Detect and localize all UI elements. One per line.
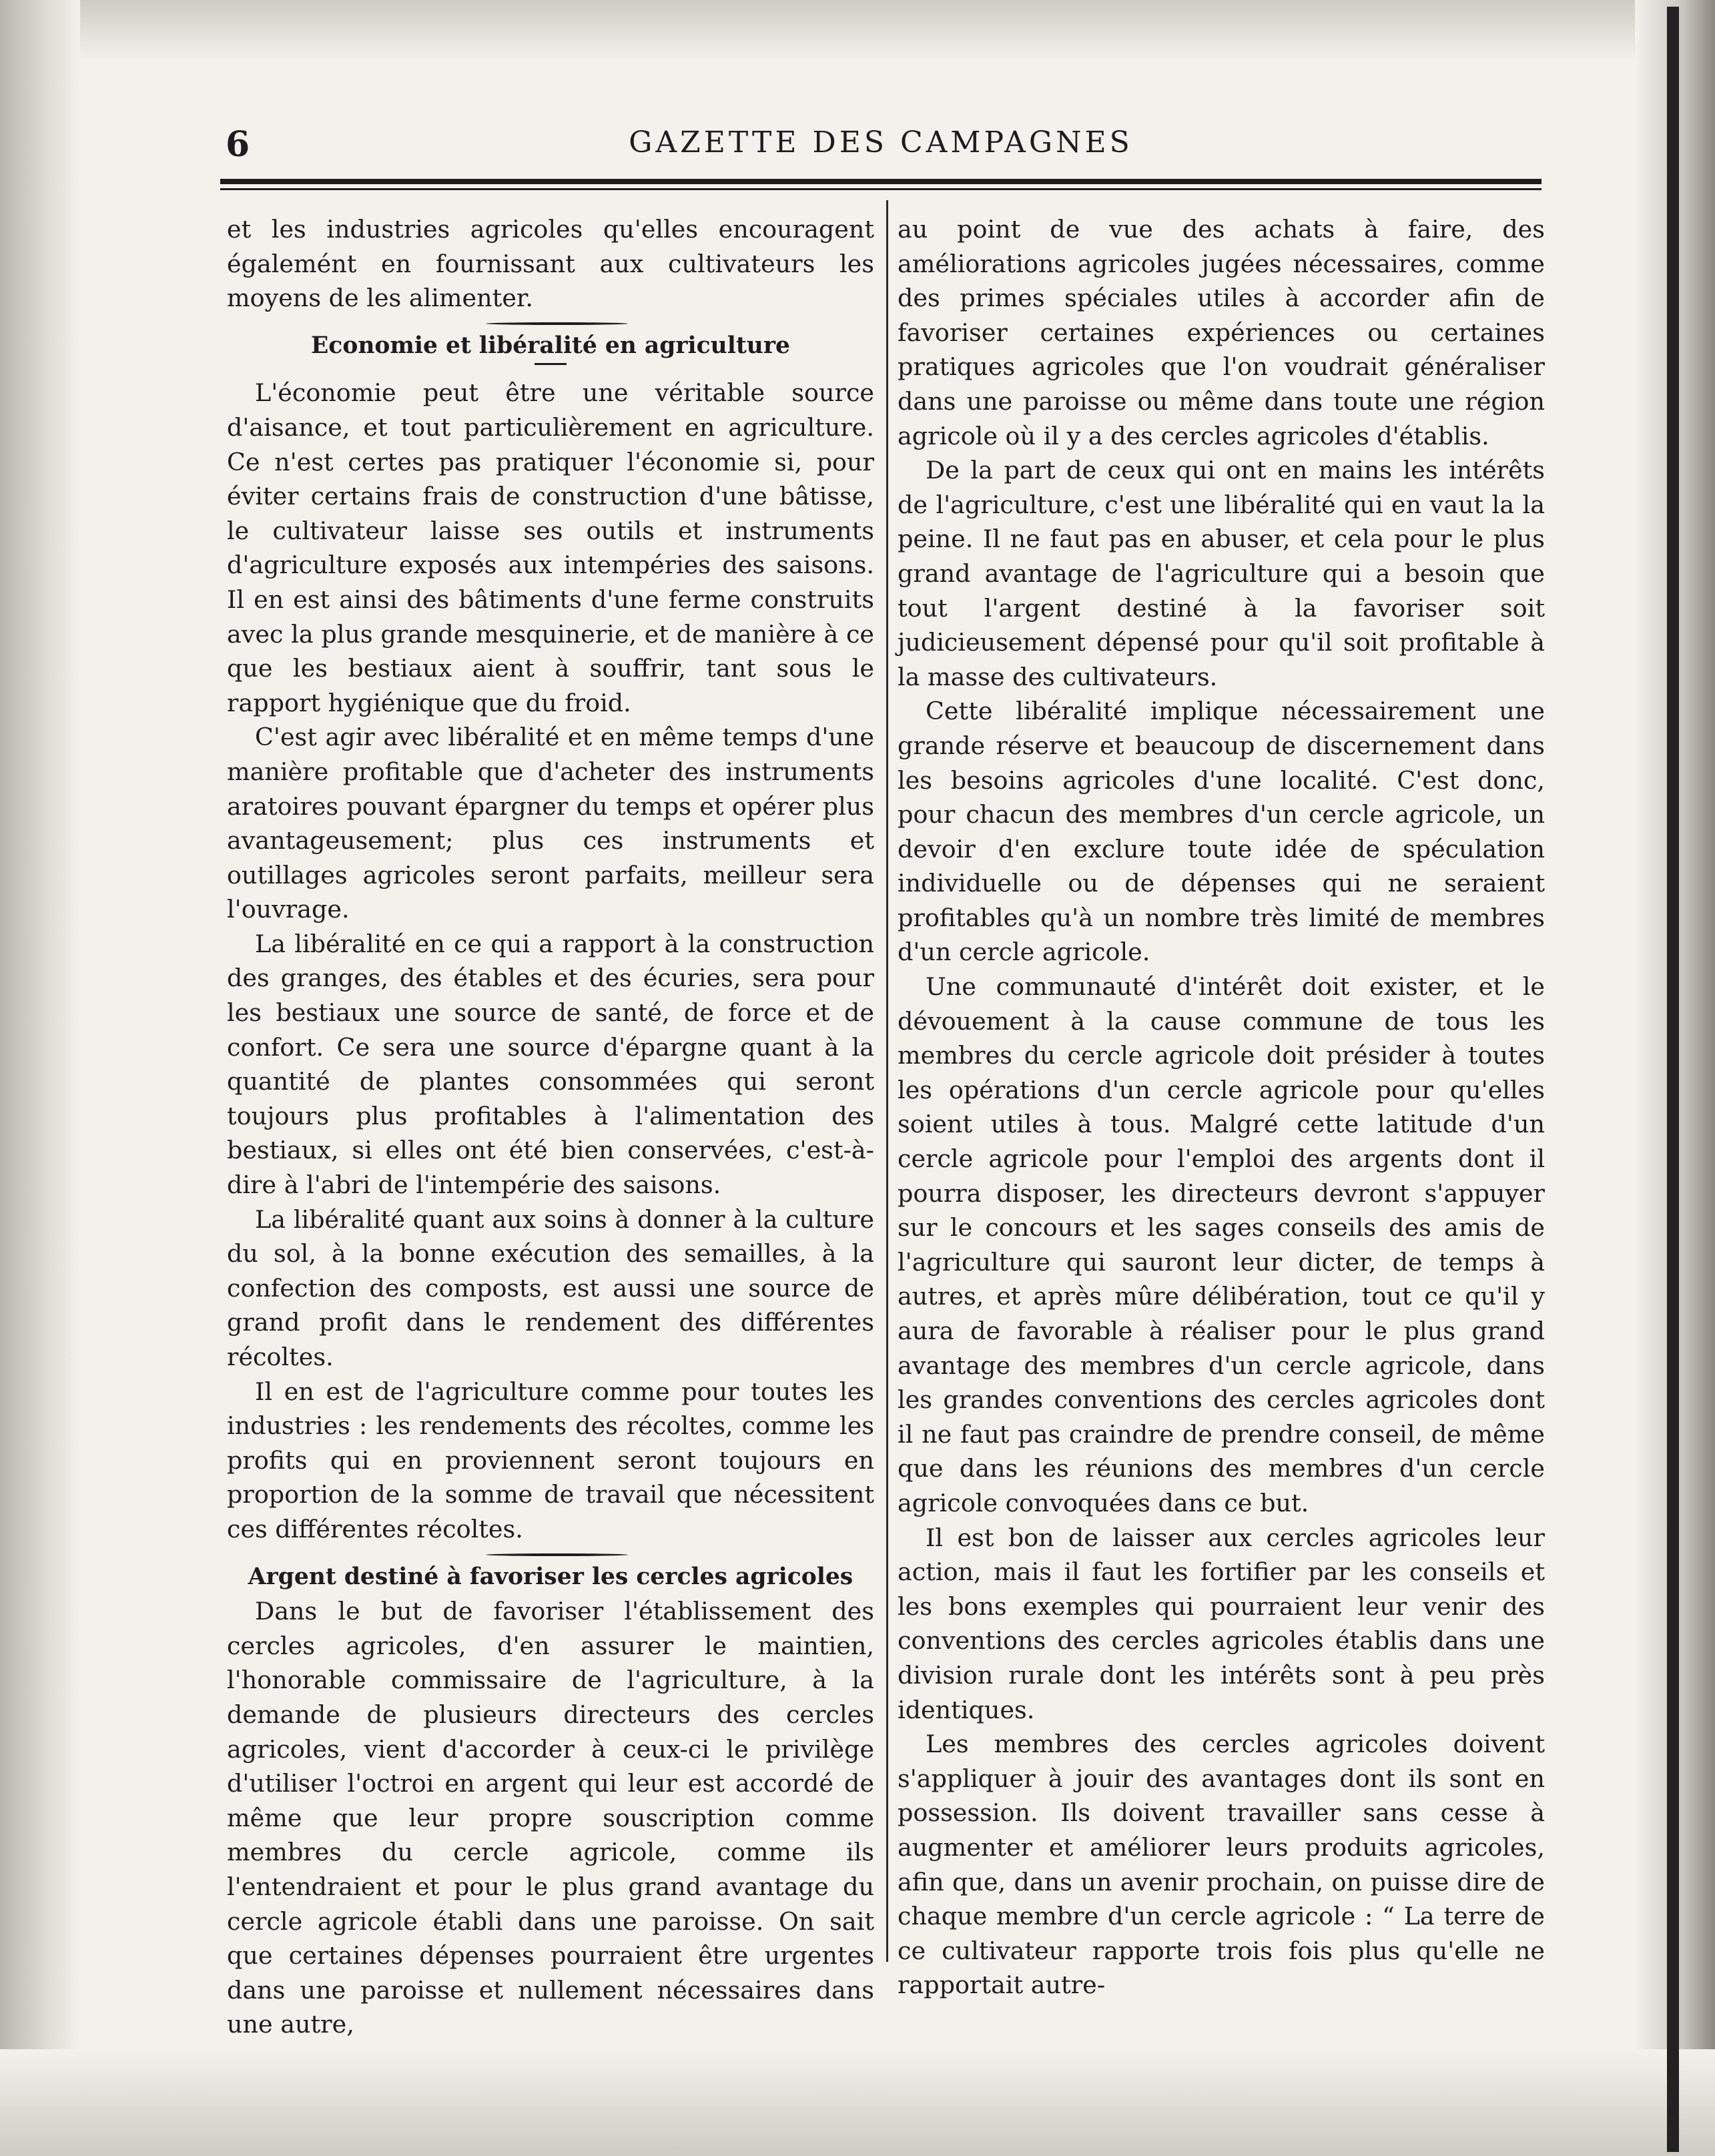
header-rule-thin xyxy=(220,188,1541,190)
paragraph: Il est bon de laisser aux cercles agricoles leur action, mais il faut les fortifier par les conseils et les bons exemples qui pourraient leur venir des conventions des cercles agricoles établis dans une division rurale dont les intérêts sont à peu près identiques. xyxy=(898,1523,1545,1724)
binding-edge xyxy=(1667,7,1679,2152)
page-header xyxy=(220,121,1541,168)
paragraph: Il en est de l'agriculture comme pour toutes les industries : les rendements des récoltes, comme les profits qui en proviennent seront toujours en proportion de la somme de travail que nécessitent ces différentes récoltes. xyxy=(227,1377,874,1543)
header-rule-thick xyxy=(220,179,1541,184)
scan-top-edge xyxy=(0,0,1715,60)
paragraph: L'économie peut être une véritable source d'aisance, et tout particulièrement en agriculture. Ce n'est certes pas pratiquer l'économie si, pour éviter certains frais de construction d'une bâtisse, le cultivateur laisse ses outils et instruments d'agriculture exposés aux intempéries des saisons. Il en est ainsi des bâtiments d'une ferme construits avec la plus grande mesquinerie, et de manière à ce que les bestiaux aient à souffrir, tant sous le rapport hygiénique que du froid. xyxy=(227,378,874,717)
running-title: GAZETTE DES CAMPAGNES xyxy=(629,125,1133,159)
paragraph: La libéralité en ce qui a rapport à la construction des granges, des étables et des écuries, sera pour les bestiaux une source de santé, de force et de confort. Ce sera une source d'épargne quant à la quantité de plantes consommées qui seront toujours plus profitables à l'alimentation des bestiaux, si elles ont été bien conservées, c'est-à-dire à l'abri de l'intempérie des saisons. xyxy=(227,929,874,1200)
intro-paragraph: et les industries agricoles qu'elles encouragent égalemént en fournissant aux cultivateurs les moyens de les alimenter. xyxy=(227,215,874,313)
paragraph: Une communauté d'intérêt doit exister, et le dévouement à la cause commune de tous les membres du cercle agricole doit présider à toutes les opérations d'un cercle agricole pour qu'elles soient utiles à tous. Malgré cette latitude d'un cercle agricole pour l'emploi des argents dont il pourra disposer, les directeurs devront s'appuyer sur le concours et les sages conseils des amis de l'agriculture qui sauront leur dicter, de temps à autres, et après mûre délibération, tout ce qu'il y aura de favorable à réaliser pour le plus grand avantage des membres d'un cercle agricole, dans les grandes conventions des cercles agricoles dont il ne faut pas craindre de prendre conseil, de même que dans les réunions des membres d'un cercle agricole convoquées dans ce but. xyxy=(898,972,1545,1517)
paragraph: De la part de ceux qui ont en mains les intérêts de l'agriculture, c'est une libéralité qui en vaut la la peine. Il ne faut pas en abuser, et cela pour le plus grand avantage de l'agriculture qui a besoin que tout l'argent destiné à la favoriser soit judicieusement dépensé pour qu'il soit profitable à la masse des cultivateurs. xyxy=(898,456,1545,691)
paragraph: Dans le but de favoriser l'établissement des cercles agricoles, d'en assurer le maintien, l'honorable commissaire de l'agriculture, à la demande de plusieurs directeurs des cercles agricoles, vient d'accorder à ceux-ci le privilège d'utiliser l'octroi en argent qui leur est accordé de même que leur propre souscription comme membres du cercle agricole, comme ils l'entendraient et pour le plus grand avantage du cercle agricole établi dans une paroisse. On sait que certaines dépenses pourraient être urgentes dans une paroisse et nullement nécessaires dans une autre, xyxy=(227,1597,874,2039)
paragraph: au point de vue des achats à faire, des améliorations agricoles jugées nécessaires, comme des primes spéciales utiles à accorder afin de favoriser certaines expériences ou certaines pratiques agricoles que l'on voudrait généraliser dans une paroisse ou même dans toute une région agricole où il y a des cercles agricoles d'établis. xyxy=(898,215,1545,450)
paragraph: La libéralité quant aux soins à donner à la culture du sol, à la bonne exécution des semailles, à la confection des composts, est aussi une source de grand profit dans le rendement des différentes récoltes. xyxy=(227,1204,874,1371)
section-separator xyxy=(227,1549,874,1560)
page-number: 6 xyxy=(226,124,250,165)
column-divider xyxy=(886,200,888,1962)
paragraph: C'est agir avec libéralité et en même temps d'une manière profitable que d'acheter des instruments aratoires pouvant épargner du temps et opérer plus avantageusement; plus ces instruments et outillages agricoles seront parfaits, meilleur sera l'ouvrage. xyxy=(227,723,874,924)
section-title-economie: Economie et libéralité en agriculture xyxy=(311,332,790,359)
section-separator xyxy=(227,318,874,329)
title-dash xyxy=(535,363,567,365)
scan-bottom-edge xyxy=(0,2049,1715,2156)
left-column xyxy=(227,212,874,2042)
paragraph: Les membres des cercles agricoles doivent s'appliquer à jouir des avantages dont ils sont en possession. Ils doivent travailler sans cesse à augmenter et améliorer leurs produits agricoles, afin que, dans un avenir prochain, on puisse dire de chaque membre d'un cercle agricole : “ La terre de ce cultivateur rapporte trois fois plus qu'elle ne rapportait autre- xyxy=(898,1730,1545,2000)
paragraph: Cette libéralité implique nécessairement une grande réserve et beaucoup de discernement dans les besoins agricoles d'une localité. C'est donc, pour chacun des membres d'un cercle agricole, un devoir d'en exclure toute idée de spéculation individuelle ou de dépenses qui ne seraient profitables qu'à un nombre très limité de membres d'un cercle agricole. xyxy=(898,697,1545,967)
section-title-argent: Argent destiné à favoriser les cercles agricoles xyxy=(248,1563,853,1590)
right-column xyxy=(898,212,1545,2003)
scan-left-edge xyxy=(0,0,80,2156)
